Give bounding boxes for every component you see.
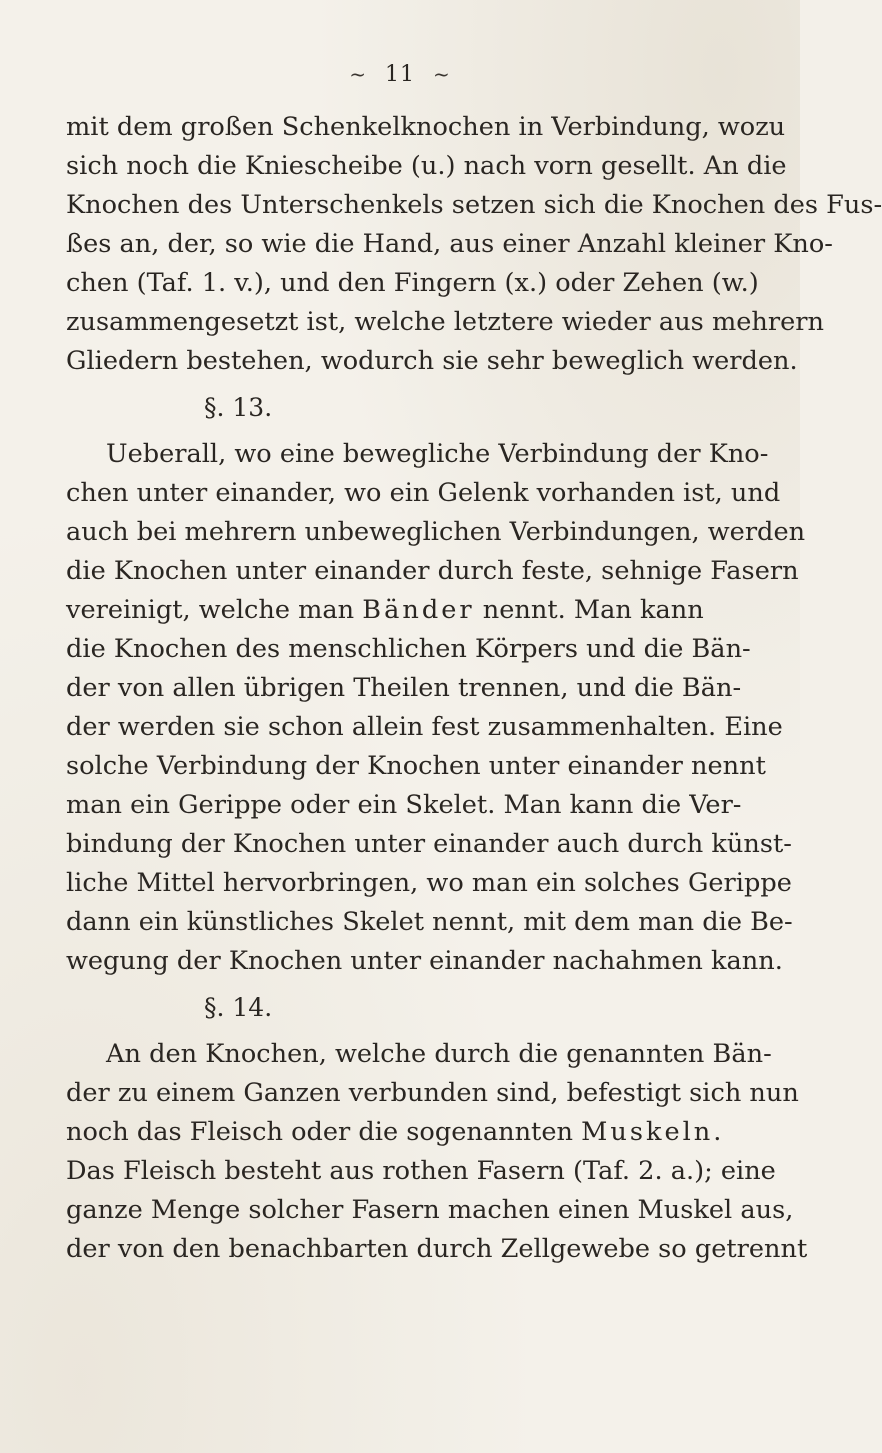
text-line: ßes an, der, so wie die Hand, aus einer Anzahl kleiner Kno- bbox=[66, 229, 833, 259]
text-line: der von den benachbarten durch Zellgewebe so getrennt bbox=[66, 1234, 808, 1264]
page-number: 11 bbox=[385, 62, 415, 87]
text-line-with-term bbox=[66, 1113, 756, 1152]
text-line: mit dem großen Schenkelknochen in Verbindung, wozu bbox=[66, 112, 786, 142]
section-heading-13: §. 13. bbox=[204, 393, 273, 422]
term-muskeln: Muskeln bbox=[581, 1117, 714, 1147]
text-line: chen (Taf. 1. v.), und den Fingern (x.) oder Zehen (w.) bbox=[66, 268, 759, 298]
term-baender: Bänder bbox=[362, 595, 475, 625]
text-line: auch bei mehrern unbeweglichen Verbindungen, werden bbox=[66, 517, 806, 547]
text-line: die Knochen unter einander durch feste, sehnige Fasern bbox=[66, 556, 799, 586]
text-line: ganze Menge solcher Fasern machen einen Muskel aus, bbox=[66, 1195, 794, 1225]
text-fragment: nennt. Man kann bbox=[474, 595, 704, 625]
text-fragment: vereinigt, welche man bbox=[66, 595, 363, 625]
text-line: bindung der Knochen unter einander auch durch künst- bbox=[66, 829, 792, 859]
text-line: Gliedern bestehen, wodurch sie sehr beweglich werden. bbox=[66, 346, 798, 376]
text-fragment: noch das Fleisch oder die sogenannten bbox=[66, 1117, 582, 1147]
text-line: der von allen übrigen Theilen trennen, und die Bän- bbox=[66, 673, 742, 703]
text-line-with-term bbox=[66, 591, 756, 630]
text-line: wegung der Knochen unter einander nachahmen kann. bbox=[66, 946, 783, 976]
text-line: chen unter einander, wo ein Gelenk vorhanden ist, und bbox=[66, 478, 781, 508]
text-line: zusammengesetzt ist, welche letztere wieder aus mehrern bbox=[66, 307, 824, 337]
page-header bbox=[0, 62, 800, 87]
text-line: An den Knochen, welche durch die genannten Bän- bbox=[106, 1039, 772, 1069]
text-line: Das Fleisch besteht aus rothen Fasern (Taf. 2. a.); eine bbox=[66, 1156, 776, 1186]
body-text bbox=[66, 108, 882, 1269]
text-line: der zu einem Ganzen verbunden sind, befestigt sich nun bbox=[66, 1078, 799, 1108]
text-line: der werden sie schon allein fest zusammenhalten. Eine bbox=[66, 712, 783, 742]
text-line: dann ein künstliches Skelet nennt, mit dem man die Be- bbox=[66, 907, 793, 937]
text-line: Ueberall, wo eine bewegliche Verbindung der Kno- bbox=[106, 439, 769, 469]
text-line: sich noch die Kniescheibe (u.) nach vorn gesellt. An die bbox=[66, 151, 787, 181]
left-ornament: ~ bbox=[349, 62, 367, 86]
text-line: solche Verbindung der Knochen unter einander nennt bbox=[66, 751, 766, 781]
text-line: Knochen des Unterschenkels setzen sich die Knochen des Fus- bbox=[66, 190, 882, 220]
section-heading-14: §. 14. bbox=[204, 993, 273, 1022]
text-line: die Knochen des menschlichen Körpers und die Bän- bbox=[66, 634, 751, 664]
text-fragment: . bbox=[713, 1117, 722, 1147]
text-line: man ein Gerippe oder ein Skelet. Man kann die Ver- bbox=[66, 790, 742, 820]
right-ornament: ~ bbox=[433, 62, 451, 86]
text-line: liche Mittel hervorbringen, wo man ein solches Gerippe bbox=[66, 868, 792, 898]
